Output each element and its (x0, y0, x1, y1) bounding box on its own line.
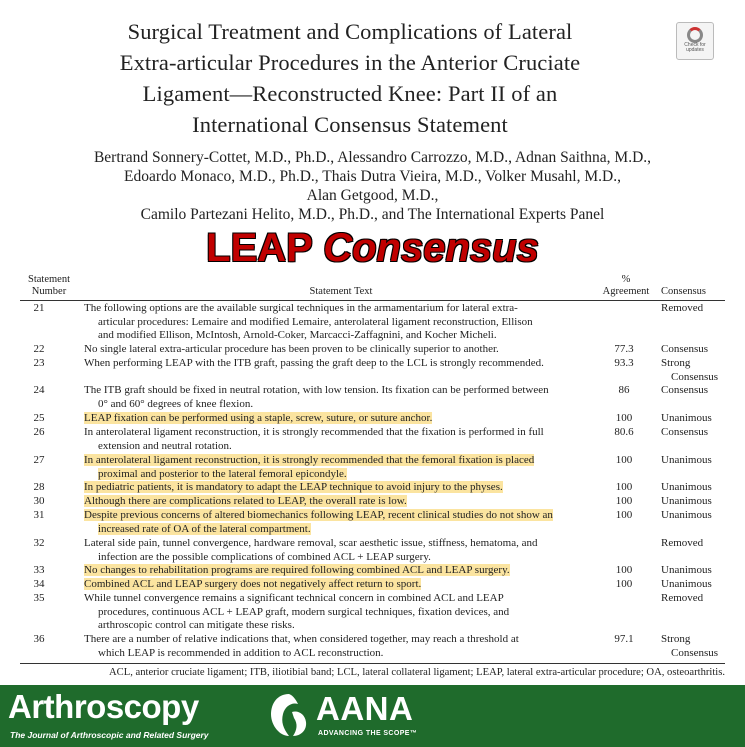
consensus-level: Unanimous (661, 509, 712, 521)
consensus-level: Unanimous (661, 495, 712, 507)
consensus-level: Consensus (661, 384, 709, 396)
update-icon (687, 27, 703, 43)
statement-text: There are a number of relative indications that, when considered together, may reach a threshold at which LEAP is recommended in addition to ACL reconstruction. (84, 633, 519, 659)
agreement-percent: 97.1 (614, 633, 634, 645)
statement-text: In anterolateral ligament reconstruction, it is strongly recommended that the femoral fixation is placed proximal and posterior to the lateral femoral epicondyle. (84, 454, 535, 480)
statement-number: 26 (33, 426, 45, 438)
statement-text: In pediatric patients, it is mandatory to adapt the LEAP technique to avoid injury to the physes. (84, 481, 503, 493)
statement-number: 30 (33, 495, 45, 507)
agreement-percent: 100 (615, 412, 633, 424)
statement-number: 32 (33, 537, 45, 549)
arthroscopy-logo[interactable]: Arthroscopy (8, 688, 199, 725)
statement-number: 35 (33, 592, 45, 604)
statement-number: 31 (33, 509, 45, 521)
aana-tagline: ADVANCING THE SCOPE™ (318, 730, 418, 737)
agreement-percent: 93.3 (614, 357, 634, 369)
agreement-percent: 77.3 (614, 343, 634, 355)
statement-text: Although there are complications related to LEAP, the overall rate is low. (84, 495, 407, 507)
header-agreement: % Agreement (602, 274, 650, 297)
consensus-level: Unanimous (661, 412, 712, 424)
consensus-level: Removed (661, 302, 704, 314)
consensus-level: Unanimous (661, 578, 712, 590)
statement-number: 28 (33, 481, 45, 493)
table-rule-bottom (20, 663, 725, 664)
header-statement-number: Statement Number (28, 274, 70, 297)
agreement-percent: 100 (615, 578, 633, 590)
aana-knee-icon (268, 692, 310, 738)
statement-number: 23 (33, 357, 45, 369)
table-rule-top (20, 300, 725, 301)
statement-text: Combined ACL and LEAP surgery does not negatively affect return to sport. (84, 578, 422, 590)
statement-text: The following options are the available surgical techniques in the armamentarium for lateral extra- articular procedures: Lemaire and modified Lemaire, anterolateral ligament reconstruction, Ellison and modified Ellison, McIntosh, Arnold-Coker, Marcacci-Zaffagnini, and Kocher Micheli. (84, 302, 533, 342)
statement-number: 33 (33, 564, 45, 576)
statement-text: No single lateral extra-articular procedure has been proven to be clinically superior to another. (84, 343, 499, 355)
statement-number: 21 (33, 302, 45, 314)
consensus-level: Consensus (661, 343, 709, 355)
header-statement-text: Statement Text (309, 286, 373, 297)
agreement-percent: 100 (615, 564, 633, 576)
statement-text: The ITB graft should be fixed in neutral rotation, with low tension. Its fixation can be performed between 0° and 60° degrees of knee flexion. (84, 384, 549, 410)
statement-text: No changes to rehabilitation programs are required following combined ACL and LEAP surgery. (84, 564, 510, 576)
consensus-level: Unanimous (661, 481, 712, 493)
consensus-level: Unanimous (661, 564, 712, 576)
check-for-updates-badge[interactable]: Check for updates (676, 22, 714, 60)
author-list: Bertrand Sonnery-Cottet, M.D., Ph.D., Alessandro Carrozzo, M.D., Adnan Saithna, M.D., Edoardo Monaco, M.D., Ph.D., Thais Dutra Vieira, M.D., Volker Musahl, M.D., Alan Getgood, M.D., Camilo Partezani Helito, M.D., Ph.D., and The International Experts Panel (93, 149, 652, 223)
agreement-percent: 100 (615, 481, 633, 493)
statement-text: Lateral side pain, tunnel convergence, hardware removal, scar aesthetic issue, stiffness, hematoma, and infection are the possible complications of combined ACL + LEAP surgery. (84, 537, 538, 563)
article-title: Surgical Treatment and Complications of Lateral Extra-articular Procedures in the Anterior Cruciate Ligament—Reconstructed Knee: Part II of an International Consensus Statement (119, 19, 581, 137)
statement-number: 25 (33, 412, 45, 424)
consensus-level: Unanimous (661, 454, 712, 466)
statement-text: While tunnel convergence remains a significant technical concern in combined ACL and LEAP procedures, continuous ACL + LEAP graft, modern surgical techniques, fixation devices, and arthroscopic control can mitigate these risks. (84, 592, 510, 632)
consensus-level: Removed (661, 592, 704, 604)
header-consensus: Consensus (661, 286, 706, 297)
statement-number: 24 (33, 384, 45, 396)
agreement-percent: 80.6 (614, 426, 634, 438)
table-footnote: ACL, anterior cruciate ligament; ITB, iliotibial band; LCL, lateral collateral ligament; LEAP, lateral extra-articular procedure; OA, osteoarthritis. (109, 667, 725, 678)
journal-subtitle: The Journal of Arthroscopic and Related Surgery (10, 730, 209, 740)
statement-number: 34 (33, 578, 45, 590)
statement-text: LEAP fixation can be performed using a staple, screw, suture, or suture anchor. (84, 412, 433, 424)
agreement-percent: 100 (615, 509, 633, 521)
leap-consensus-banner: LEAP Consensus (206, 226, 539, 270)
statement-text: In anterolateral ligament reconstruction, it is strongly recommended that the fixation is performed in full extension and neutral rotation. (84, 426, 544, 452)
statement-text: Despite previous concerns of altered biomechanics following LEAP, recent clinical studies do not show an increased rate of OA of the lateral compartment. (84, 509, 553, 535)
consensus-level: Removed (661, 537, 704, 549)
statement-number: 22 (33, 343, 45, 355)
consensus-level: Consensus (661, 426, 709, 438)
statement-number: 36 (33, 633, 45, 645)
agreement-percent: 86 (618, 384, 630, 396)
consensus-level: Strong Consensus (661, 357, 719, 383)
aana-logo[interactable]: AANA (316, 690, 414, 727)
statement-number: 27 (33, 454, 45, 466)
statement-text: When performing LEAP with the ITB graft, passing the graft deep to the LCL is strongly recommended. (84, 357, 544, 369)
agreement-percent: 100 (615, 454, 633, 466)
agreement-percent: 100 (615, 495, 633, 507)
consensus-level: Strong Consensus (661, 633, 719, 659)
